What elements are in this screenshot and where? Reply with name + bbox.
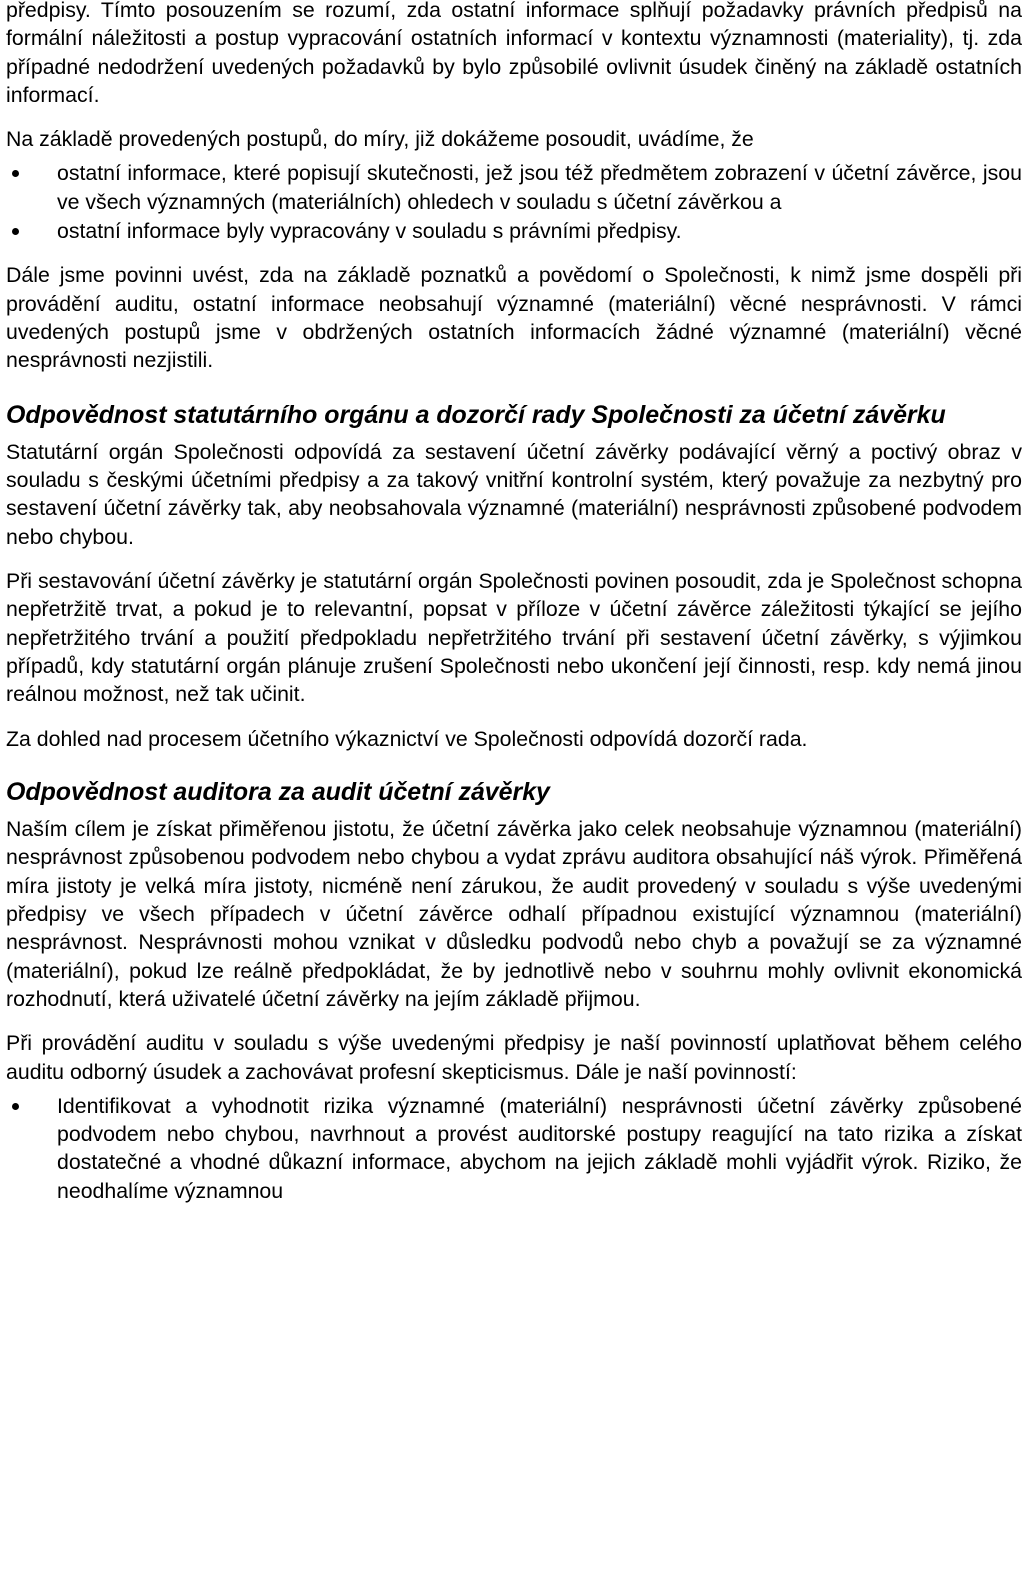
bullet-item: ostatní informace byly vypracovány v souladu s právními předpisy. xyxy=(6,217,1022,245)
bullet-item: Identifikovat a vyhodnotit rizika významné (materiální) nesprávnosti účetní závěrky způsobené podvodem nebo chybou, navrhnout a provést auditorské postupy reagující na tato rizika a získat dostatečné a vhodné důkazní informace, abychom na jejich základě mohli vyjádřit výrok. Riziko, že neodhalíme významnou xyxy=(6,1092,1022,1205)
section-heading-auditor-responsibility: Odpovědnost auditora za audit účetní závěrky xyxy=(6,777,550,806)
bullet-item: ostatní informace, které popisují skutečnosti, jež jsou též předmětem zobrazení v účetní závěrce, jsou ve všech významných (materiálních) ohledech v souladu s účetní závěrkou a xyxy=(6,159,1022,216)
paragraph-other-info-assessment: předpisy. Tímto posouzením se rozumí, zda ostatní informace splňují požadavky právních předpisů na formální náležitosti a postup vypracování ostatních informací v kontextu významnosti (materiality), tj. zda případné nedodržení uvedených požadavků by bylo způsobilé ovlivnit úsudek činěný na základě ostatních informací. xyxy=(6,0,1022,107)
paragraph-professional-judgement: Při provádění auditu v souladu s výše uvedenými předpisy je naší povinností uplatňovat během celého auditu odborný úsudek a zachovávat profesní skepticismus. Dále je naší povinností: xyxy=(6,1031,1022,1084)
document-page xyxy=(6,0,1022,1221)
section-heading-management-responsibility: Odpovědnost statutárního orgánu a dozorčí rady Společnosti za účetní závěrku xyxy=(6,400,946,429)
paragraph-supervisory-board: Za dohled nad procesem účetního výkaznictví ve Společnosti odpovídá dozorčí rada. xyxy=(6,726,808,751)
bullet-list-findings xyxy=(6,159,1022,245)
paragraph-going-concern: Při sestavování účetní závěrky je statutární orgán Společnosti povinen posoudit, zda je Společnost schopna nepřetržitě trvat, a pokud je to relevantní, popsat v příloze v účetní závěrce záležitosti týkající se jejího nepřetržitého trvání a použití předpokladu nepřetržitého trvání při sestavení účetní závěrky, s výjimkou případů, kdy statutární orgán plánuje zrušení Společnosti nebo ukončení její činnosti, resp. kdy nemá jinou reálnou možnost, než tak učinit. xyxy=(6,569,1022,707)
paragraph-misstatements: Dále jsme povinni uvést, zda na základě poznatků a povědomí o Společnosti, k nimž jsme dospěli při provádění auditu, ostatní informace neobsahují významné (materiální) věcné nesprávnosti. V rámci uvedených postupů jsme v obdržených ostatních informacích žádné významné (materiální) věcné nesprávnosti nezjistili. xyxy=(6,263,1022,373)
paragraph-audit-objective: Naším cílem je získat přiměřenou jistotu, že účetní závěrka jako celek neobsahuje významnou (materiální) nesprávnost způsobenou podvodem nebo chybou a vydat zprávu auditora obsahující náš výrok. Přiměřená míra jistoty je velká míra jistoty, nicméně není zárukou, že audit provedený v souladu s výše uvedenými předpisy ve všech případech v účetní závěrce odhalí případnou existující významnou (materiální) nesprávnost. Nesprávnosti mohou vznikat v důsledku podvodů nebo chyb a považují se za významné (materiální), pokud lze reálně předpokládat, že by jednotlivě nebo v souhrnu mohly ovlivnit ekonomická rozhodnutí, která uživatelé účetní závěrky na jejím základě přijmou. xyxy=(6,817,1022,1011)
paragraph-statutory-body: Statutární orgán Společnosti odpovídá za sestavení účetní závěrky podávající věrný a poctivý obraz v souladu s českými účetními předpisy a za takový vnitřní kontrolní systém, který považuje za nezbytný pro sestavení účetní závěrky tak, aby neobsahovala významné (materiální) nesprávnosti způsobené podvodem nebo chybou. xyxy=(6,439,1022,549)
paragraph-procedures-intro: Na základě provedených postupů, do míry, již dokážeme posoudit, uvádíme, že xyxy=(6,127,754,152)
bullet-list-auditor-duties xyxy=(6,1092,1022,1205)
